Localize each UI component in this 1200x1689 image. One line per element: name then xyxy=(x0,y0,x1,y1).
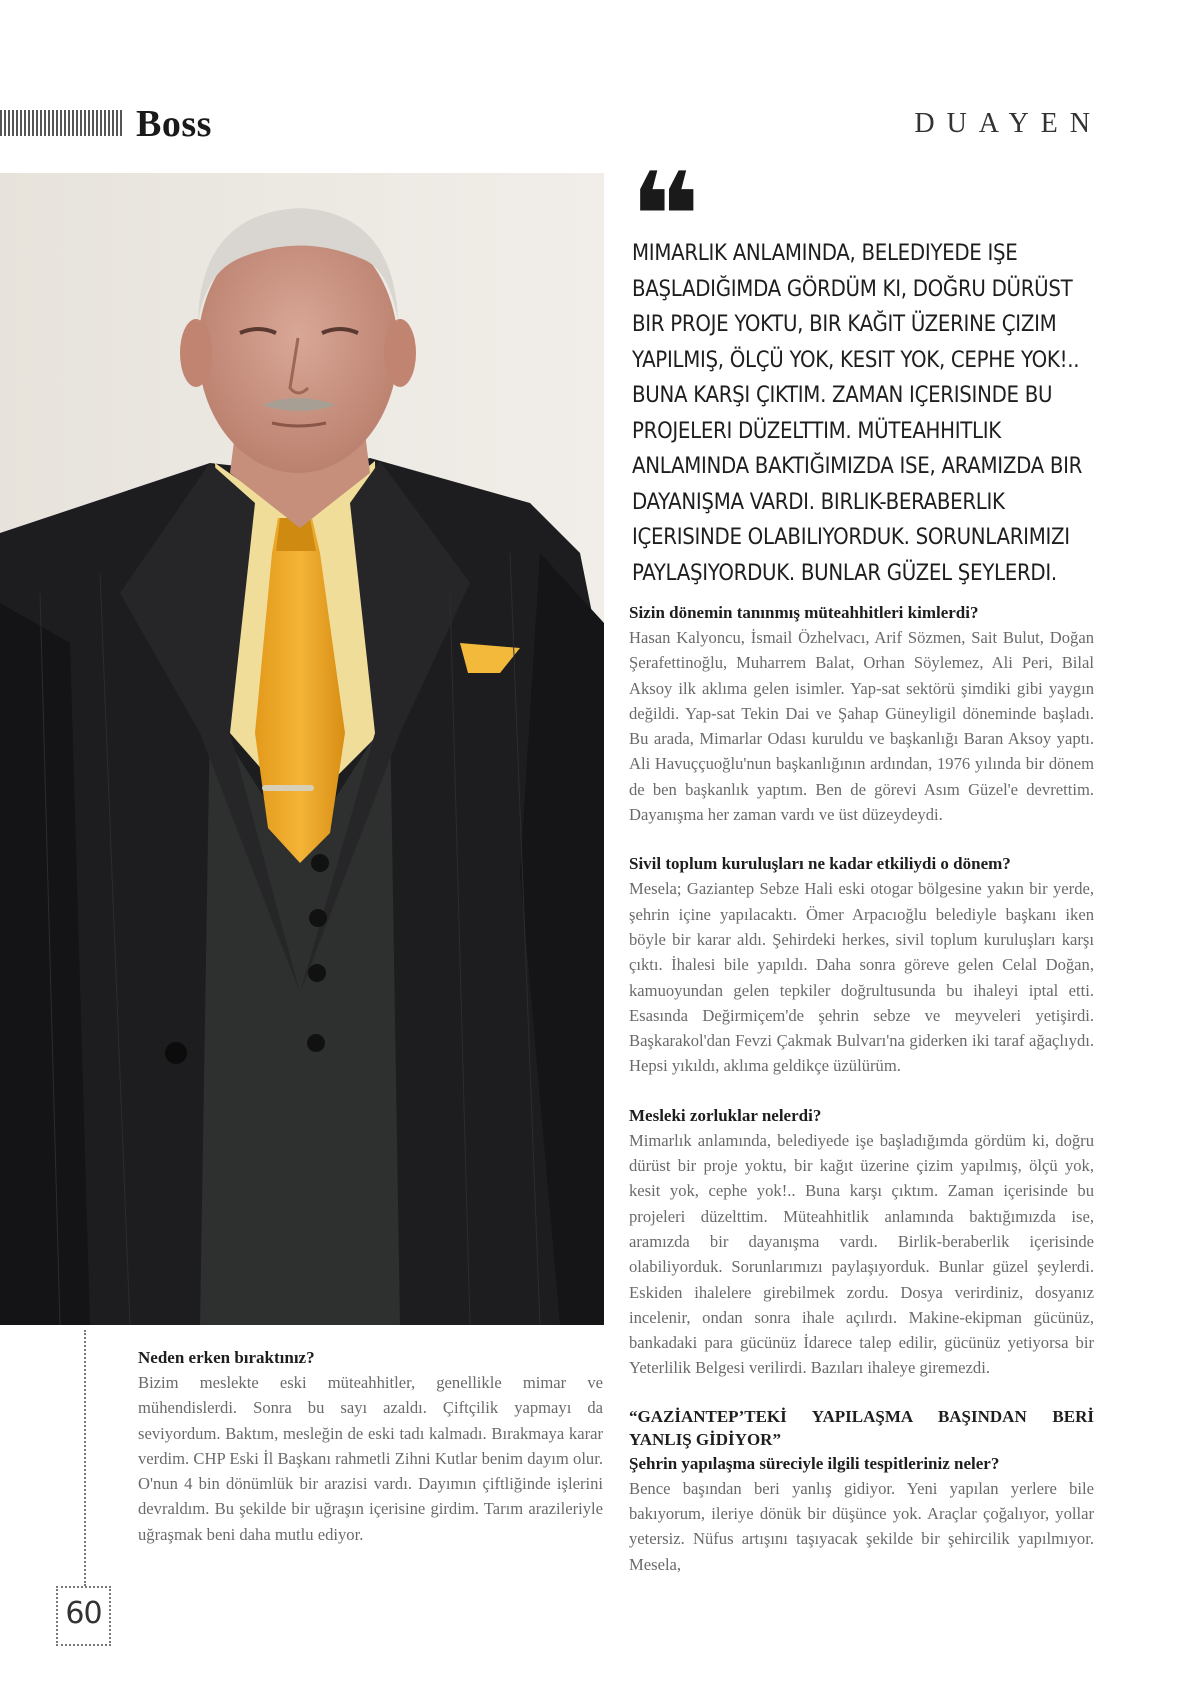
quote-mark-icon: ❝ xyxy=(630,148,701,287)
answer-paragraph: Hasan Kalyoncu, İsmail Özhelvacı, Arif Sözmen, Sait Bulut, Doğan Şerafettinoğlu, Muharrem Balat, Orhan Söylemez, Ali Peri, Bilal Aksoy ilk aklıma gelen isimler. Yap-sat sektörü şimdiki gibi yaygın değildi. Yap-sat Tekin Dai ve Şahap Güneyligil döneminde başladı. Bu arada, Mimarlar Odası kuruldu ve başkanlığı Baran Aksoy yaptı. Ali Havuççuoğlu'nun başkanlığının ardından, 1976 yılında bir dönem de ben başkanlık yaptım. Ben de görevi Asım Güzel'e devrettim. Dayanışma her zaman vardı ve üst düzeydeydi. xyxy=(629,628,1094,825)
pull-quote: MIMARLIK ANLAMINDA, BELEDIYEDE IŞE BAŞLADIĞIMDA GÖRDÜM KI, DOĞRU DÜRÜST BIR PROJE YOKTU, BIR KAĞIT ÜZERINE ÇIZIM YAPILMIŞ, ÖLÇÜ YOK, KESIT YOK, CEPHE YOK!.. BUNA KARŞI ÇIKTIM. ZAMAN IÇERISINDE BU PROJELERI DÜZELTTIM. MÜTEAHHITLIK ANLAMINDA BAKTIĞIMIZDA ISE, ARAMIZDA BIR DAYANIŞMA VARDI. BIRLIK-BERABERLIK IÇERISINDE OLABILIYORDUK. SORUNLARIMIZI PAYLAŞIYORDUK. BUNLAR GÜZEL ŞEYLERDI. xyxy=(632,241,1083,586)
answer-paragraph: Bizim meslekte eski müteahhitler, genellikle mimar ve mühendislerdi. Sonra bu sayı azaldı. Çiftçilik yapmayı da seviyordum. Baktım, mesleğin de eski tadı kalmadı. Bırakmaya karar verdim. CHP Eski İl Başkanı rahmetli Zihni Kutlar benim dayım olur. O'nun 4 bin dönümlük bir arazisi vardı. Dayımın çiftliğinde işlerini devraldım. Bu şekilde bir uğraşın içerisine girdim. Tarım arazileriyle uğraşmak beni daha mutlu ediyor. xyxy=(138,1373,603,1544)
page-number: 60 xyxy=(65,1596,102,1631)
question-heading: Mesleki zorluklar nelerdi? xyxy=(629,1105,822,1125)
decorative-dotted-line xyxy=(84,1330,86,1586)
portrait-photo xyxy=(0,173,604,1325)
section-title: DUAYEN xyxy=(914,108,1102,139)
header-barcode-decoration xyxy=(0,110,124,136)
question-heading: Şehrin yapılaşma süreciyle ilgili tespitleriniz neler? xyxy=(629,1453,1000,1473)
question-heading: Neden erken bıraktınız? xyxy=(138,1348,315,1367)
sub-heading: “GAZİANTEP’TEKİ YAPILAŞMA BAŞINDAN BERİ YANLIŞ GİDİYOR” xyxy=(629,1406,1094,1449)
article-left-column xyxy=(138,1345,603,1547)
magazine-logo: Boss xyxy=(136,103,212,145)
answer-paragraph: Mimarlık anlamında, belediyede işe başladığımda gördüm ki, doğru dürüst bir proje yoktu, bir kağıt üzerine çizim yapılmış, ölçü yok, kesit yok, cephe yok!.. Buna karşı çıktım. Zaman içerisinde bu projeleri düzelttim. Müteahhitlik anlamında baktığımızda ise, aramızda bir dayanışma vardı. Birlik-beraberlik içerisinde olabiliyorduk. Sorunlarımızı paylaşıyorduk. Bunlar güzel şeylerdi. Eskiden ihalelere girebilmek zordu. Dosya verirdiniz, dosyanız incelenir, ondan sonra ihale açılırdı. Makine-ekipman gücünüz, bankadaki para gücünüz İdarece talep edilir, gücünüz yetiyorsa bir Yeterlilik Belgesi verilirdi. Bazıları ihaleye giremezdi. xyxy=(629,1130,1094,1378)
question-heading: Sizin dönemin tanınmış müteahhitleri kimlerdi? xyxy=(629,603,979,622)
article-right-column xyxy=(629,600,1094,1577)
answer-paragraph: Mesela; Gaziantep Sebze Hali eski otogar bölgesine yakın bir yerde, şehrin içine yapılacaktı. Ömer Arpacıoğlu belediyle başkanı iken böyle bir karar aldı. Şehirdeki herkes, sivil toplum kuruluşları karşı çıktı. İhalesi bile yapıldı. Daha sonra göreve gelen Celal Doğan, kamuoyundan gelen tepkiler doğrultusunda bu ihaleyi iptal etti. Esasında Değirmiçem'de şehrin sebze ve meyveleri yetişirdi. Başkarakol'dan Fevzi Çakmak Bulvarı'na giderken iki taraf ağaçlıydı. Hepsi yıkıldı, aklıma geldikçe üzülürüm. xyxy=(629,879,1094,1076)
answer-paragraph: Bence başından beri yanlış gidiyor. Yeni yapılan yerlere bile bakıyorum, ileriye dönük bir düşünce yok. Araçlar çoğalıyor, yollar yetersiz. Nüfus artışını taşıyacak şekilde bir şehircilik yapılmıyor. Mesela, xyxy=(629,1478,1094,1574)
question-heading: Sivil toplum kuruluşları ne kadar etkiliydi o dönem? xyxy=(629,854,1011,874)
